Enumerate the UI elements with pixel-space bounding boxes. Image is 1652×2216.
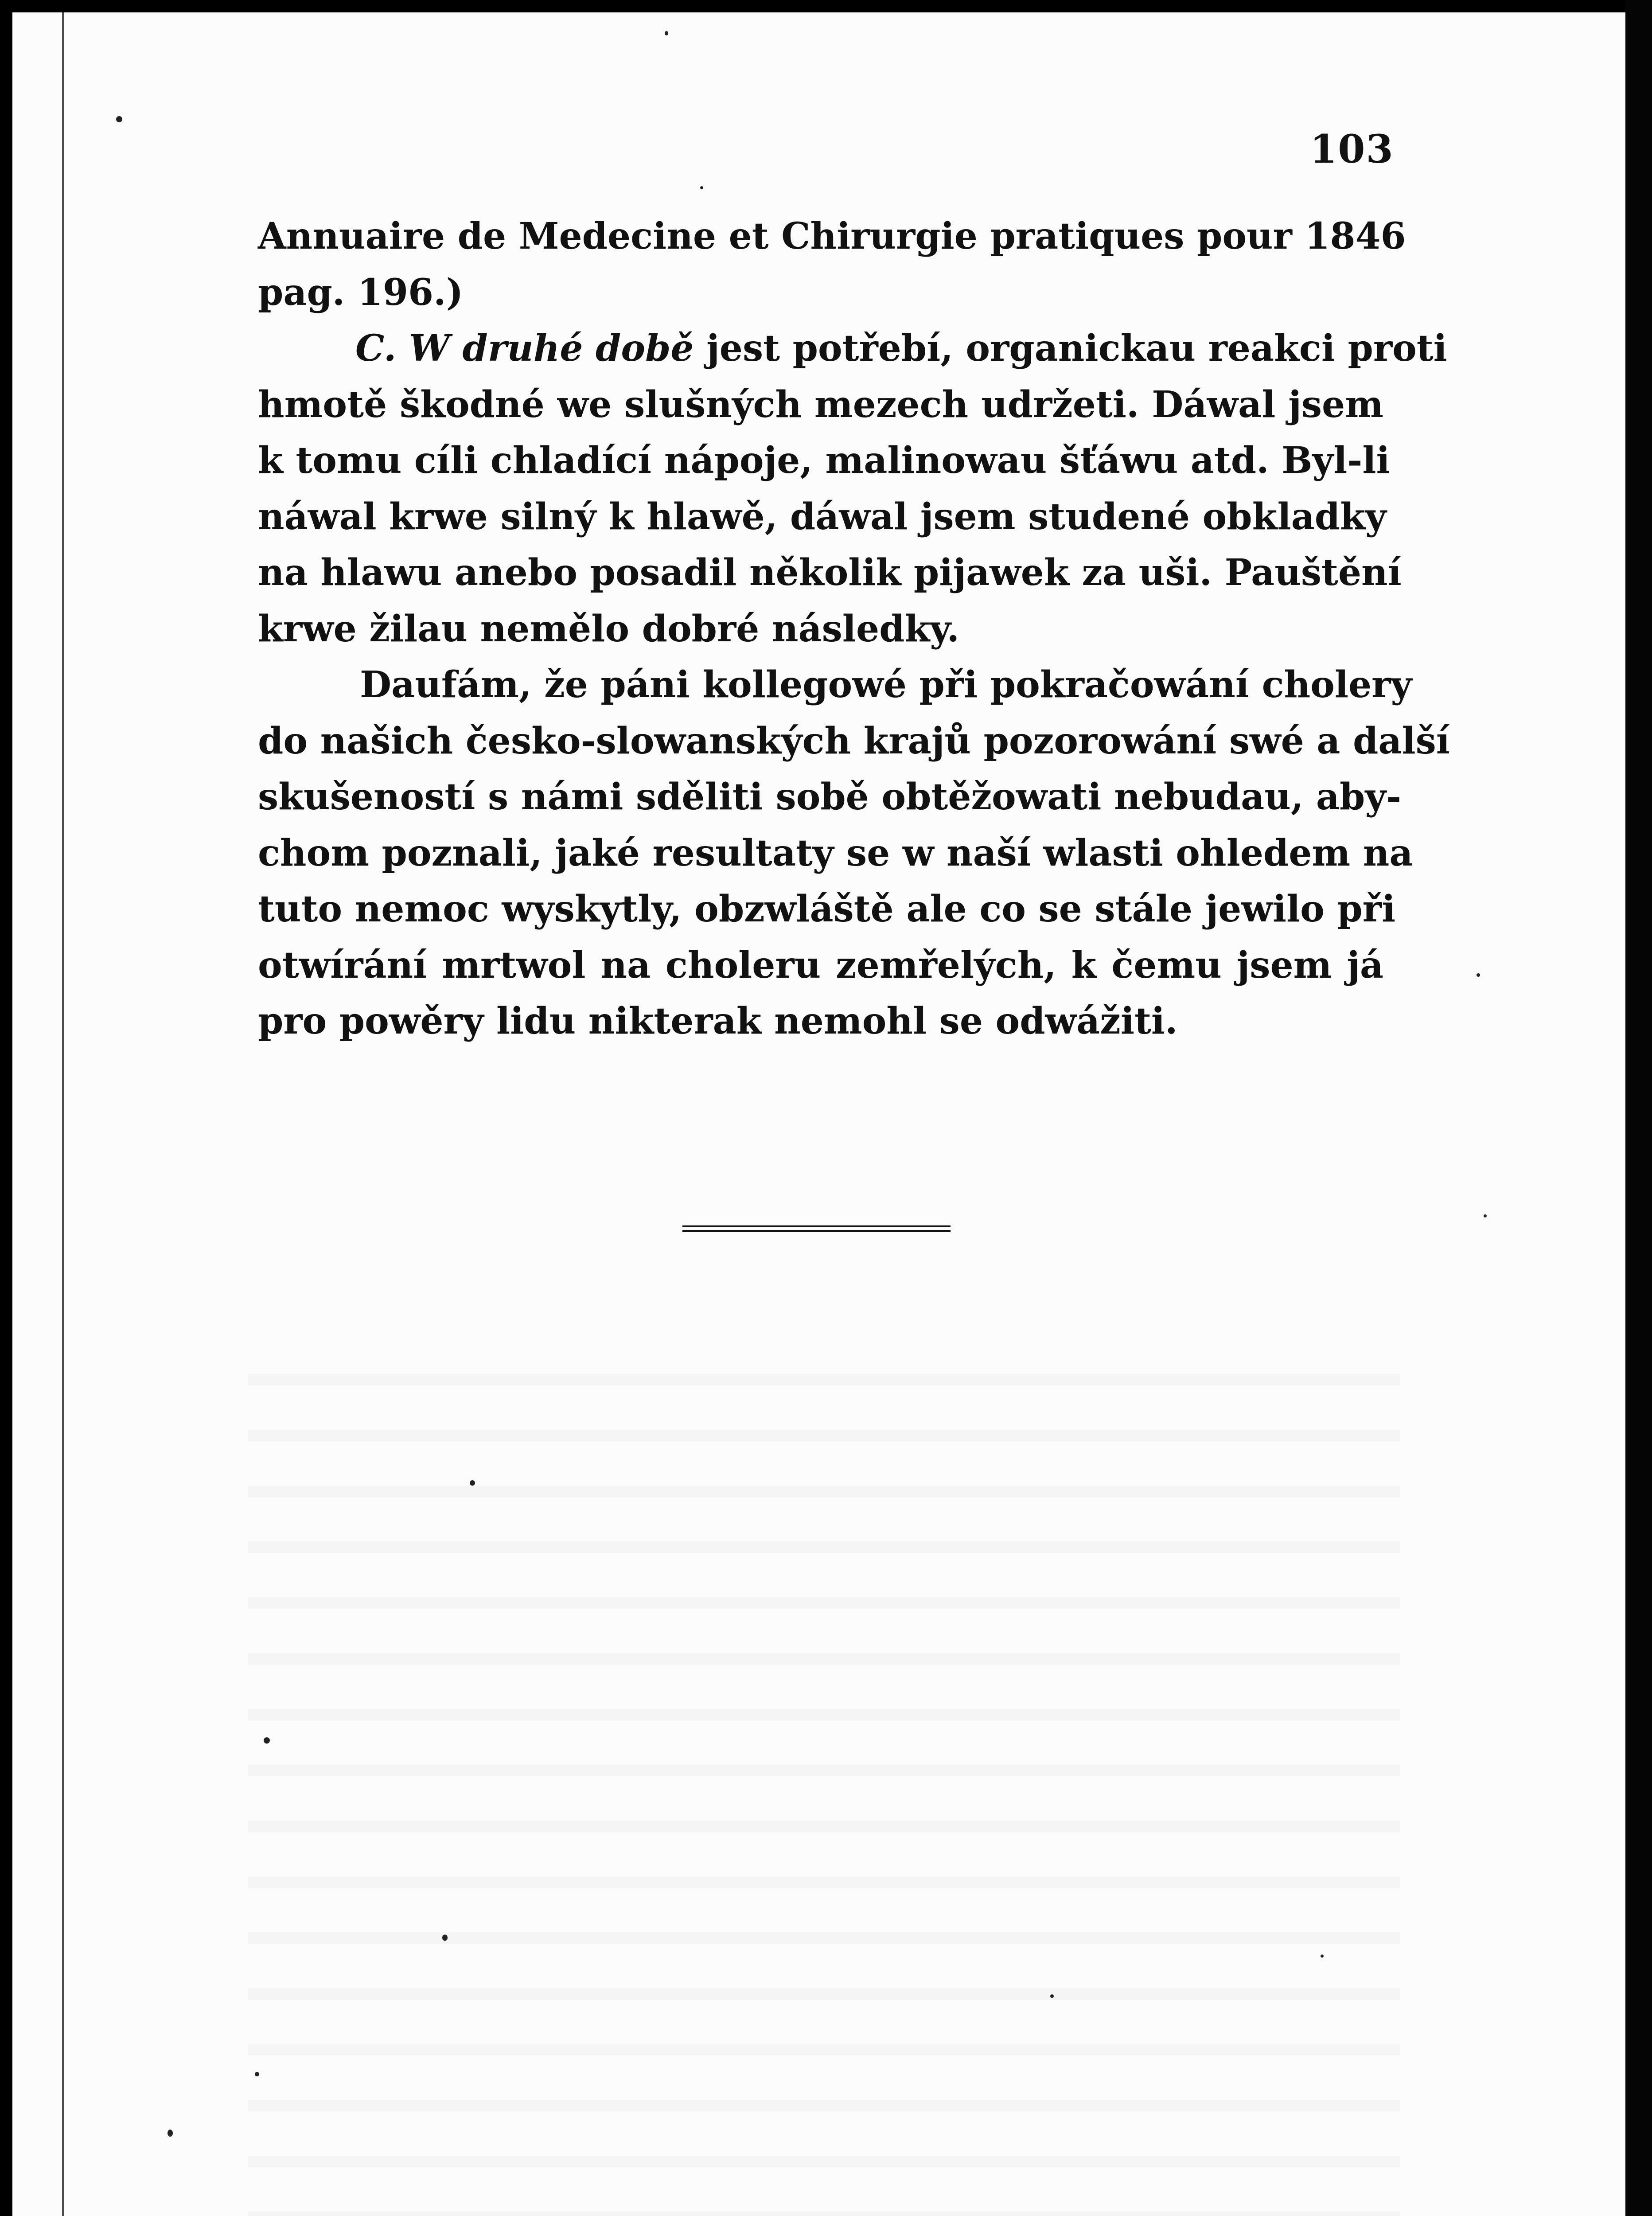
italic-heading: C. W druhé době bbox=[355, 327, 694, 370]
text-line-rest: jest potřebí, organickau reakci proti bbox=[694, 327, 1447, 370]
scan-speck bbox=[168, 2130, 173, 2137]
scan-border-right bbox=[1625, 0, 1652, 2216]
text-line: otwírání mrtwol na choleru zemřelých, k čemu jsem já bbox=[258, 944, 1383, 987]
scan-speck bbox=[442, 1935, 448, 1941]
scan-speck bbox=[1321, 1955, 1324, 1958]
page-number: 103 bbox=[1310, 126, 1394, 172]
scan-speck bbox=[1484, 1214, 1487, 1217]
show-through-background bbox=[248, 1330, 1400, 2216]
scan-speck bbox=[1050, 1994, 1054, 1998]
text-line bbox=[258, 320, 1447, 377]
scan-speck bbox=[255, 2072, 259, 2076]
scan-speck bbox=[116, 116, 122, 122]
text-line: náwal krwe silný k hlawě, dáwal jsem studené obkladky bbox=[258, 495, 1387, 538]
text-line: Annuaire de Medecine et Chirurgie pratiques pour 1846 bbox=[258, 215, 1406, 257]
text-line: do našich česko-slowanských krajů pozorowání swé a další bbox=[258, 719, 1450, 762]
text-line: Daufám, že páni kollegowé při pokračowání cholery bbox=[360, 663, 1412, 706]
text-line: tuto nemoc wyskytly, obzwláště ale co se stále jewilo při bbox=[258, 888, 1396, 930]
rule-line-top bbox=[682, 1225, 951, 1227]
scan-speck bbox=[470, 1480, 475, 1486]
rule-line-bottom bbox=[682, 1230, 951, 1232]
text-line: na hlawu anebo posadil několik pijawek za uši. Pauštění bbox=[258, 551, 1402, 594]
scan-speck bbox=[665, 31, 668, 35]
scan-speck bbox=[1477, 973, 1480, 977]
text-line: hmotě škodné we slušných mezech udržeti. Dáwal jsem bbox=[258, 383, 1383, 426]
text-line: krwe žilau nemělo dobré následky. bbox=[258, 607, 960, 650]
text-line: skušeností s námi sděliti sobě obtěžowati nebudau, aby- bbox=[258, 776, 1402, 818]
page-fold-line bbox=[62, 12, 64, 2216]
text-line: chom poznali, jaké resultaty se w naší wlasti ohledem na bbox=[258, 831, 1413, 874]
scan-speck bbox=[264, 1737, 270, 1744]
scan-speck bbox=[700, 186, 703, 189]
body-text bbox=[258, 208, 1450, 1049]
text-line: k tomu cíli chladící nápoje, malinowau šťáwu atd. Byl-li bbox=[258, 439, 1390, 482]
text-line: pro powěry lidu nikterak nemohl se odwážiti. bbox=[258, 1000, 1178, 1042]
section-end-rule bbox=[682, 1225, 951, 1233]
text-line: pag. 196.) bbox=[258, 271, 464, 314]
